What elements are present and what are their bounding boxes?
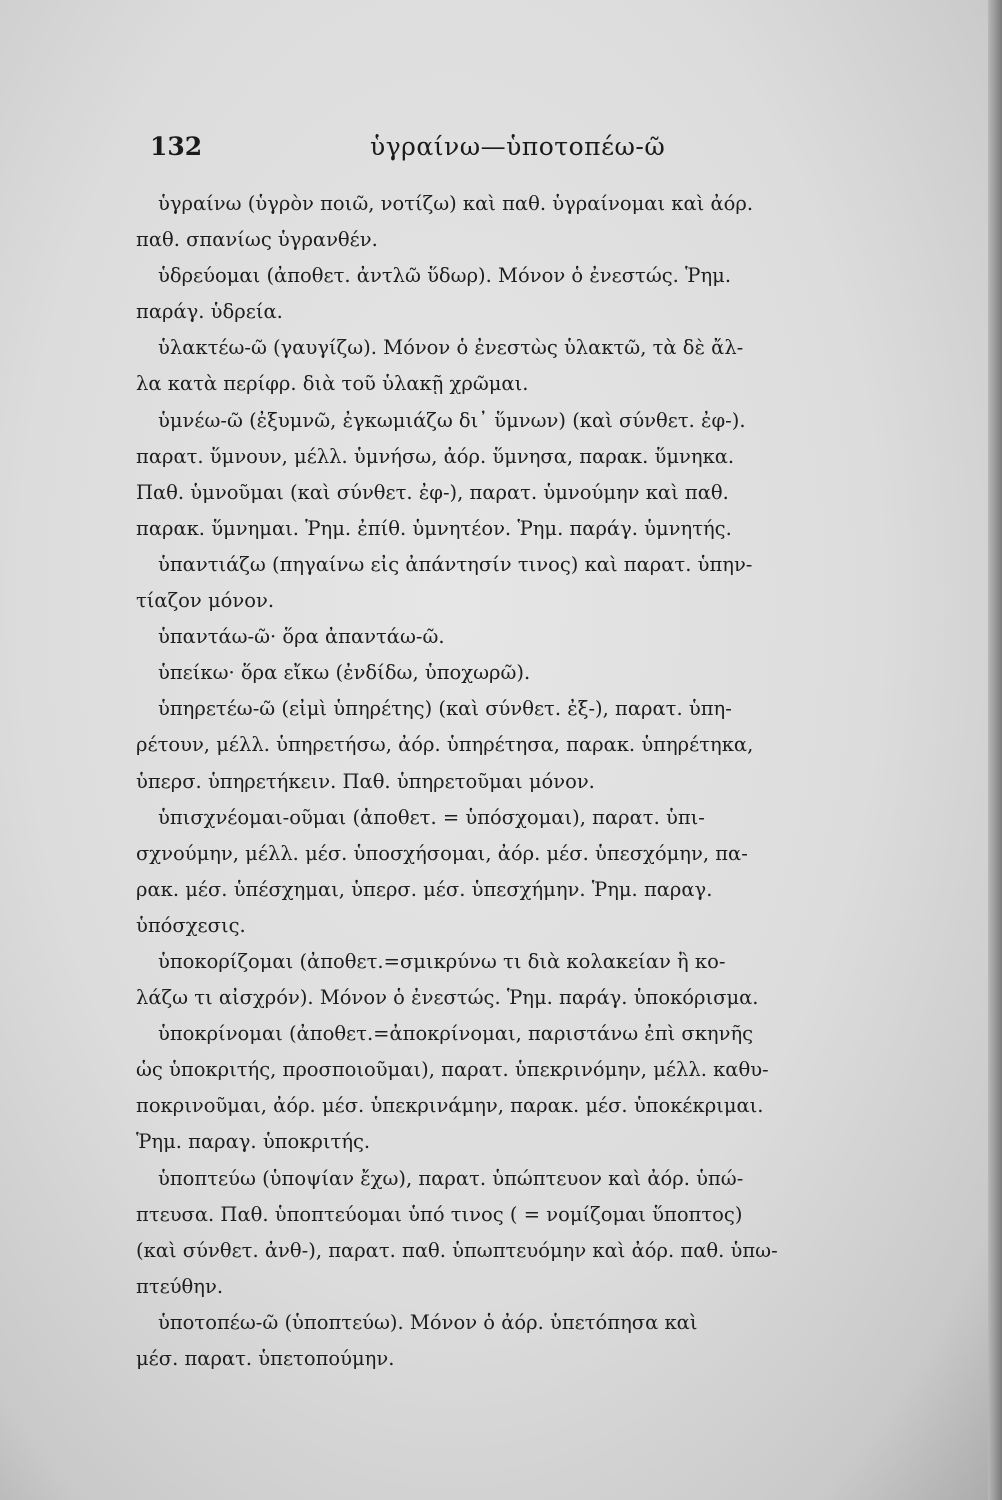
entry-continuation: ρακ. μέσ. ὑπέσχημαι, ὑπερσ. μέσ. ὑπεσχήμην. Ῥημ. παραγ.	[136, 877, 713, 901]
entry-continuation: ποκρινοῦμαι, ἀόρ. μέσ. ὑπεκρινάμην, παρακ. μέσ. ὑποκέκριμαι.	[136, 1094, 764, 1118]
entry-continuation: μέσ. παρατ. ὑπετοπούμην.	[136, 1347, 395, 1370]
running-title: ὑγραίνω—ὑποτοπέω-ῶ	[370, 132, 666, 161]
entry-continuation: παρατ. ὕμνουν, μέλλ. ὑμνήσω, ἀόρ. ὕμνησα, παρακ. ὕμνηκα.	[136, 444, 735, 468]
entry-headline: ὑγραίνω (ὑγρὸν ποιῶ, νοτίζω) καὶ παθ. ὑγραίνομαι καὶ ἀόρ.	[158, 192, 754, 215]
entry-continuation: λάζω τι αἰσχρόν). Μόνον ὁ ἐνεστώς. Ῥημ. παράγ. ὑποκόρισμα.	[136, 986, 759, 1010]
dictionary-entry	[158, 619, 948, 655]
dictionary-entry	[136, 330, 948, 402]
entry-continuation: παρακ. ὕμνημαι. Ῥημ. ἐπίθ. ὑμνητέον. Ῥημ. παράγ. ὑμνητής.	[136, 516, 732, 540]
dictionary-entry	[136, 800, 948, 944]
dictionary-entry	[136, 403, 948, 547]
entry-headline: ὑδρεύομαι (ἀποθετ. ἀντλῶ ὕδωρ). Μόνον ὁ ἐνεστώς. Ῥημ.	[158, 264, 732, 288]
dictionary-entries	[136, 186, 948, 1377]
page-edge	[988, 0, 1002, 1500]
entry-headline: ὑπαντιάζω (πηγαίνω εἰς ἀπάντησίν τινος) καὶ παρατ. ὑπην-	[158, 552, 753, 576]
entry-headline: ὑπαντάω-ῶ· ὅρα ἀπαντάω-ῶ.	[158, 625, 445, 649]
entry-continuation: λα κατὰ περίφρ. διὰ τοῦ ὑλακῇ χρῶμαι.	[136, 372, 529, 396]
entry-headline: ὑμνέω-ῶ (ἐξυμνῶ, ἐγκωμιάζω δι᾽ ὕμνων) (καὶ σύνθετ. ἐφ-).	[158, 408, 746, 432]
entry-continuation: ὡς ὑποκριτής, προσποιοῦμαι), παρατ. ὑπεκρινόμην, μέλλ. καθυ-	[136, 1058, 769, 1082]
entry-headline: ὑποτοπέω-ῶ (ὑποπτεύω). Μόνον ὁ ἀόρ. ὑπετόπησα καὶ	[158, 1310, 698, 1334]
entry-headline: ὑλακτέω-ῶ (γαυγίζω). Μόνον ὁ ἐνεστὼς ὑλακτῶ, τὰ δὲ ἄλ-	[158, 336, 744, 360]
dictionary-entry	[136, 1016, 948, 1160]
entry-continuation: (καὶ σύνθετ. ἀνθ-), παρατ. παθ. ὑπωπτευόμην καὶ ἀόρ. παθ. ὑπω-	[136, 1238, 778, 1262]
entry-continuation: παράγ. ὑδρεία.	[136, 300, 283, 324]
dictionary-entry	[136, 186, 948, 258]
entry-continuation: ρέτουν, μέλλ. ὑπηρετήσω, ἀόρ. ὑπηρέτησα, παρακ. ὑπηρέτηκα,	[136, 733, 754, 757]
entry-continuation: Ῥημ. παραγ. ὑποκριτής.	[136, 1130, 371, 1154]
page-number: 132	[150, 132, 203, 161]
dictionary-entry	[136, 944, 948, 1016]
entry-continuation: πτευσα. Παθ. ὑποπτεύομαι ὑπό τινος ( = νομίζομαι ὕποπτος)	[136, 1202, 743, 1226]
entry-headline: ὑπείκω· ὅρα εἴκω (ἐνδίδω, ὑποχωρῶ).	[158, 661, 531, 685]
entry-headline: ὑπηρετέω-ῶ (εἰμὶ ὑπηρέτης) (καὶ σύνθετ. ἐξ-), παρατ. ὑπη-	[158, 697, 732, 721]
entry-continuation: Παθ. ὑμνοῦμαι (καὶ σύνθετ. ἐφ-), παρατ. ὑμνούμην καὶ παθ.	[136, 480, 729, 504]
dictionary-entry	[136, 691, 948, 799]
dictionary-entry	[136, 547, 948, 619]
entry-continuation: πτεύθην.	[136, 1274, 224, 1298]
entry-continuation: παθ. σπανίως ὑγρανθέν.	[136, 228, 378, 252]
entry-headline: ὑποπτεύω (ὑποψίαν ἔχω), παρατ. ὑπώπτευον καὶ ἀόρ. ὑπώ-	[158, 1166, 744, 1190]
entry-headline: ὑποκορίζομαι (ἀποθετ.=σμικρύνω τι διὰ κολακείαν ἢ κο-	[158, 949, 726, 973]
entry-continuation: ὑπερσ. ὑπηρετήκειν. Παθ. ὑπηρετοῦμαι μόνον.	[136, 769, 595, 793]
dictionary-entry	[136, 1305, 948, 1377]
running-head	[150, 132, 890, 172]
entry-continuation: ὑπόσχεσις.	[136, 913, 246, 937]
dictionary-entry	[158, 655, 948, 691]
entry-headline: ὑπισχνέομαι-οῦμαι (ἀποθετ. = ὑπόσχομαι), παρατ. ὑπι-	[158, 805, 705, 829]
entry-headline: ὑποκρίνομαι (ἀποθετ.=ἀποκρίνομαι, παριστάνω ἐπὶ σκηνῆς	[158, 1022, 754, 1046]
entry-continuation: σχνούμην, μέλλ. μέσ. ὑποσχήσομαι, ἀόρ. μέσ. ὑπεσχόμην, πα-	[136, 841, 748, 865]
entry-continuation: τίαζον μόνον.	[136, 589, 275, 613]
dictionary-entry	[136, 1161, 948, 1305]
dictionary-entry	[136, 258, 948, 330]
